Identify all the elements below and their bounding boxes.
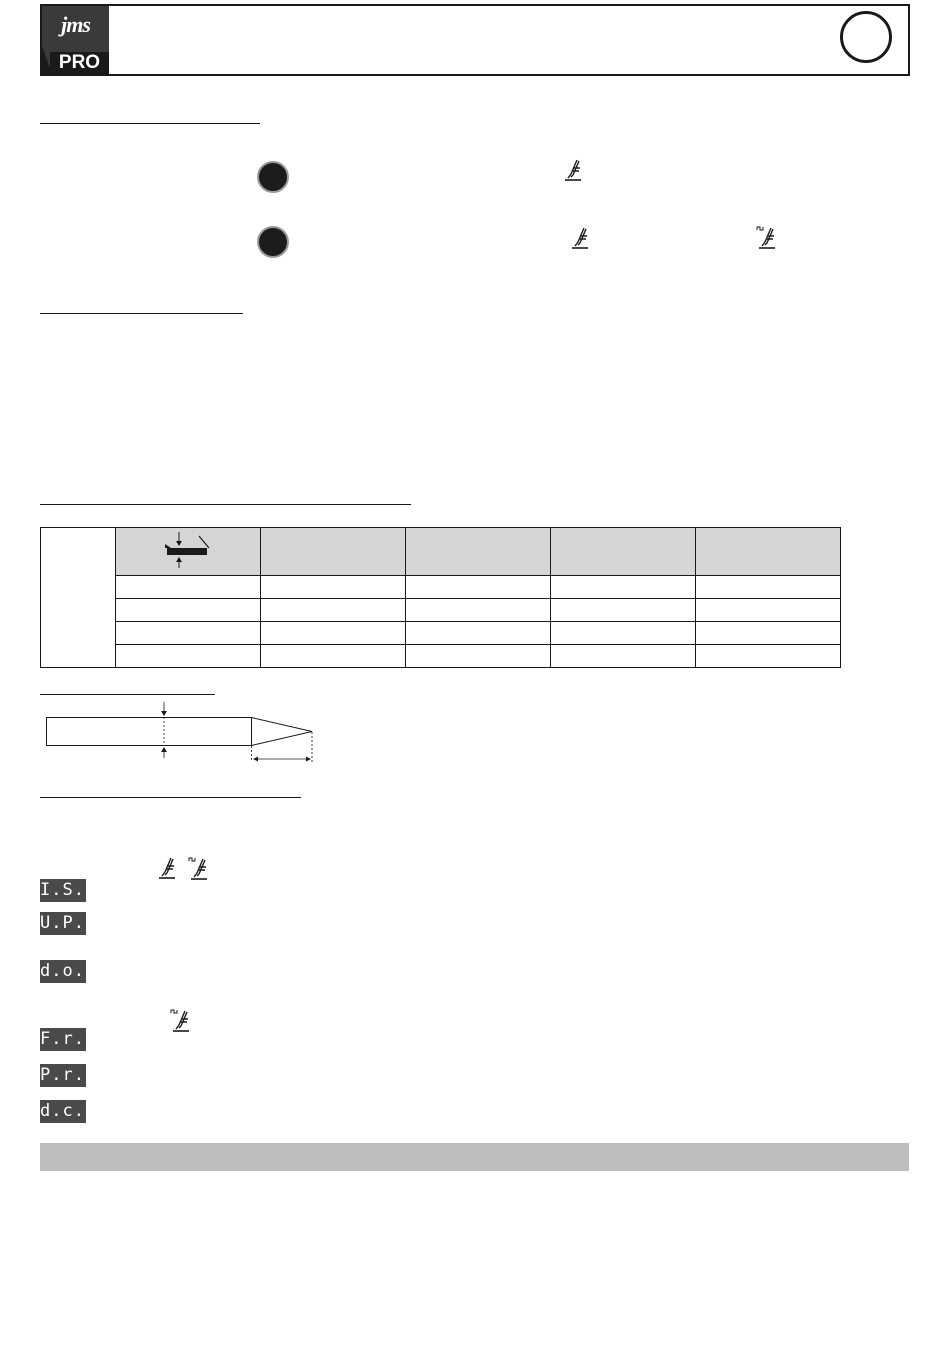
code-display-fre: F.r.E. xyxy=(40,1029,108,1049)
table-row xyxy=(41,645,841,668)
thickness-table xyxy=(40,527,841,668)
code-display-ups: U.P.S xyxy=(40,913,97,933)
section-heading-rule-2 xyxy=(40,313,243,314)
plate-thickness-icon xyxy=(163,530,213,570)
table-cell xyxy=(696,576,841,599)
language-circle-badge xyxy=(840,11,892,63)
table-cell xyxy=(116,622,261,645)
table-cell xyxy=(551,599,696,622)
table-cell xyxy=(116,576,261,599)
table-cell xyxy=(261,599,406,622)
pulse-torch-icon xyxy=(755,224,779,250)
control-knob-2[interactable] xyxy=(257,226,289,258)
table-row xyxy=(41,576,841,599)
code-display-dos: d.o.S xyxy=(40,961,97,981)
table-cell xyxy=(116,599,261,622)
table-cell xyxy=(551,622,696,645)
table-cell xyxy=(261,576,406,599)
table-cell xyxy=(696,645,841,668)
table-cell xyxy=(261,645,406,668)
section-heading-rule-5 xyxy=(40,797,301,798)
section-heading-rule-1 xyxy=(40,123,260,124)
page-header xyxy=(40,4,910,76)
table-cell xyxy=(116,645,261,668)
section-banner-bar xyxy=(40,1143,909,1171)
table-row-header-cell xyxy=(41,528,116,668)
table-cell xyxy=(406,576,551,599)
table-row xyxy=(41,622,841,645)
torch-icon xyxy=(563,158,585,182)
torch-icon xyxy=(157,856,179,880)
table-header-cell xyxy=(116,528,261,576)
table-cell xyxy=(261,622,406,645)
code-display-prc: P.r.c. xyxy=(40,1065,108,1085)
code-display-ist: I.S.t. xyxy=(40,880,108,900)
section-heading-rule-3 xyxy=(40,504,411,505)
table-header-cell xyxy=(551,528,696,576)
table-header-cell xyxy=(406,528,551,576)
table-header-cell xyxy=(261,528,406,576)
logo-wordmark: jms xyxy=(61,12,90,37)
code-display-dc4: d.c.4 xyxy=(40,1101,97,1121)
table-cell xyxy=(551,645,696,668)
table-header-cell xyxy=(696,528,841,576)
pulse-torch-icon xyxy=(169,1007,193,1033)
pulse-torch-icon xyxy=(187,855,211,881)
control-knob-1[interactable] xyxy=(257,161,289,193)
table-cell xyxy=(551,576,696,599)
tungsten-electrode-icon xyxy=(40,700,320,768)
table-cell xyxy=(406,622,551,645)
table-cell xyxy=(696,622,841,645)
table-cell xyxy=(406,645,551,668)
section-heading-rule-4 xyxy=(40,694,215,695)
table-cell xyxy=(406,599,551,622)
logo-pro-label: PRO xyxy=(50,52,109,74)
table-cell xyxy=(696,599,841,622)
table-row xyxy=(41,599,841,622)
torch-icon xyxy=(570,226,592,250)
brand-logo xyxy=(42,6,109,74)
